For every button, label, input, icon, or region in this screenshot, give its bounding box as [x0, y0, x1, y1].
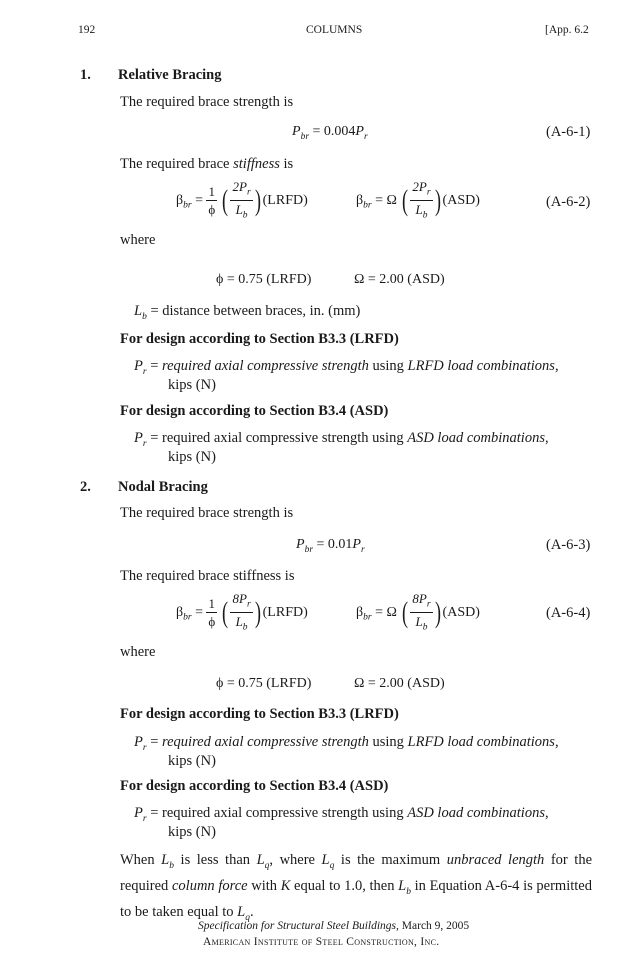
lb-definition: $L_b$ = distance between braces, in. (mm): [134, 303, 361, 322]
footer-citation: Specification for Structural Steel Buildings, March 9, 2005: [198, 920, 470, 932]
section-1-asd-units: kips (N): [168, 449, 216, 465]
equation-a-6-3: $P_{br} = 0.01P_r$: [296, 537, 365, 555]
section-1-where: where: [120, 232, 156, 248]
section-1-omega-factor: Ω = 2.00 (ASD): [354, 272, 445, 287]
equation-a-6-4-asd: $\beta_{br} = \Omega$ ( $\frac{8P_r}{L_b}$ ) (ASD): [356, 591, 480, 633]
running-title: COLUMNS: [306, 24, 363, 36]
closing-paragraph: When $L_b$ is less than $L_q$, where $L_q$ is the maximum unbraced length for the required column force with K equal to 1.0, then $L_b$ in Equation A-6-4 is permitted to be taken equal to $L_q$.: [120, 852, 593, 923]
section-2-lrfd-heading: For design according to Section B3.3 (LRFD): [120, 706, 399, 722]
equation-a-6-1: $P_{br} = 0.004P_r$: [292, 124, 368, 142]
equation-label-a-6-1: (A-6-1): [546, 124, 591, 140]
section-1-title: Relative Bracing: [118, 67, 222, 83]
section-1-number: 1.: [80, 67, 91, 83]
section-1-lrfd-heading: For design according to Section B3.3 (LRFD): [120, 331, 399, 347]
section-2-stiffness-intro: The required brace stiffness is: [120, 568, 295, 584]
section-1-intro: The required brace strength is: [120, 94, 294, 110]
footer-publisher: American Institute of Steel Construction, Inc.: [203, 936, 440, 948]
section-1-stiffness-intro: The required brace stiffness is: [120, 156, 294, 172]
section-2-title: Nodal Bracing: [118, 479, 208, 495]
section-2-intro: The required brace strength is: [120, 505, 294, 521]
section-2-asd-definition: $P_r$ = required axial compressive strength using ASD load combinations,: [134, 805, 549, 824]
section-1-asd-definition: $P_r$ = required axial compressive strength using ASD load combinations,: [134, 430, 549, 449]
section-2-number: 2.: [80, 479, 91, 495]
section-2-omega-factor: Ω = 2.00 (ASD): [354, 676, 445, 691]
page-number: 192: [78, 24, 96, 36]
equation-label-a-6-3: (A-6-3): [546, 537, 591, 553]
section-1-lrfd-definition: $P_r$ = required axial compressive strength using LRFD load combinations,: [134, 358, 559, 377]
section-2-phi-factor: ϕ = 0.75 (LRFD): [216, 676, 312, 691]
equation-a-6-2-asd: $\beta_{br} = \Omega$ ( $\frac{2P_r}{L_b}$ ) (ASD): [356, 179, 480, 221]
section-1-phi-factor: ϕ = 0.75 (LRFD): [216, 272, 312, 287]
section-2-where: where: [120, 644, 156, 660]
section-reference: [App. 6.2: [545, 24, 589, 36]
section-2-asd-heading: For design according to Section B3.4 (ASD): [120, 778, 389, 794]
section-2-lrfd-definition: $P_r$ = required axial compressive strength using LRFD load combinations,: [134, 734, 559, 753]
section-1-asd-heading: For design according to Section B3.4 (ASD): [120, 403, 389, 419]
equation-label-a-6-4: (A-6-4): [546, 605, 591, 621]
equation-a-6-2-lrfd: $\beta_{br}$ = $\frac{1}{\phi}$ ( $\frac{2P_r}{L_b}$ ) (LRFD): [176, 179, 308, 221]
equation-a-6-4-lrfd: $\beta_{br}$ = $\frac{1}{\phi}$ ( $\frac{8P_r}{L_b}$ ) (LRFD): [176, 591, 308, 633]
equation-label-a-6-2: (A-6-2): [546, 194, 591, 210]
section-2-lrfd-units: kips (N): [168, 753, 216, 769]
section-1-lrfd-units: kips (N): [168, 377, 216, 393]
section-2-asd-units: kips (N): [168, 824, 216, 840]
